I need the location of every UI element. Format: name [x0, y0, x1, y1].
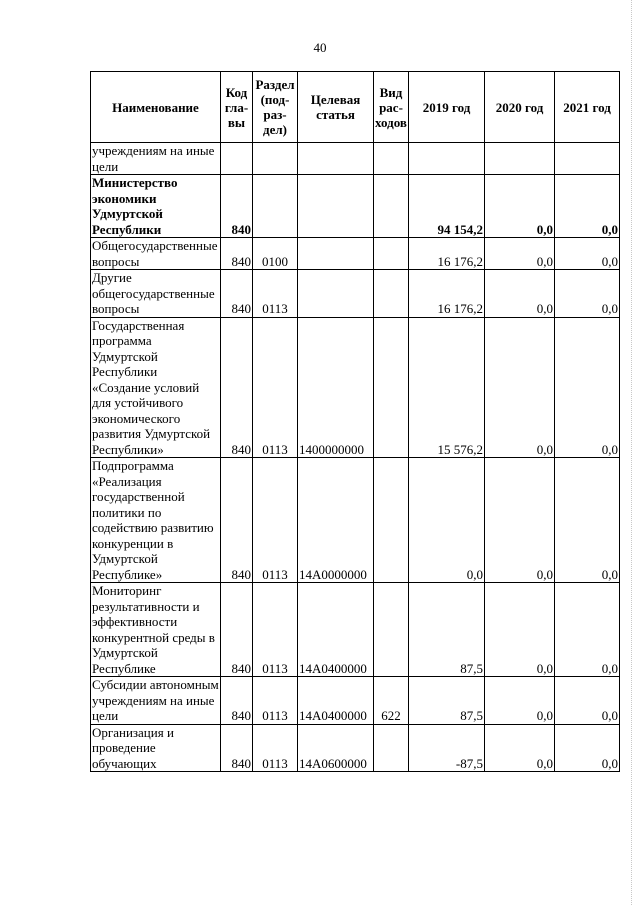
cell-name: Субсидии автономным учреждениям на иные цели [92, 677, 219, 723]
cell-article [298, 238, 374, 270]
cell-type [374, 143, 409, 175]
table-row [91, 677, 620, 725]
header-article: Целевая статья [298, 72, 374, 143]
cell-name: Государственная программа Удмуртской Республики «Создание условий для устойчивого экономического развития Удмуртской Республики» [91, 317, 221, 458]
cell-section: 0113 [253, 583, 298, 677]
cell-type [374, 583, 409, 677]
header-2020: 2020 год [485, 72, 555, 143]
cell-section [253, 143, 298, 175]
cell-code: 840 [221, 677, 253, 725]
cell-code: 840 [221, 724, 253, 772]
cell-name: Организация и проведение обучающих [91, 724, 221, 772]
table-row [91, 724, 620, 772]
cell-name: Другие общегосударственные вопросы [91, 270, 221, 318]
cell-y2020: 0,0 [485, 724, 555, 772]
table-row [91, 175, 620, 238]
cell-y2021: 0,0 [555, 270, 620, 318]
cell-y2021: 0,0 [555, 724, 620, 772]
cell-article [298, 143, 374, 175]
header-type: Вид рас-ходов [374, 72, 409, 143]
header-section: Раздел (под-раз-дел) [253, 72, 298, 143]
budget-table [90, 71, 620, 772]
cell-article [298, 175, 374, 238]
cell-section: 0113 [253, 317, 298, 458]
cell-y2019: -87,5 [409, 724, 485, 772]
cell-article: 14А0400000 [298, 583, 374, 677]
cell-section: 0113 [253, 677, 298, 725]
cell-section: 0100 [253, 238, 298, 270]
cell-y2020: 0,0 [485, 270, 555, 318]
cell-type [374, 724, 409, 772]
header-name: Наименование [91, 72, 221, 143]
cell-type [374, 270, 409, 318]
cell-y2019 [409, 143, 485, 175]
table-row [91, 238, 620, 270]
table-body [91, 143, 620, 772]
cell-section [253, 175, 298, 238]
cell-code: 840 [221, 583, 253, 677]
cell-type [374, 238, 409, 270]
cell-section: 0113 [253, 458, 298, 583]
table-row [91, 458, 620, 583]
cell-name: Министерство экономики Удмуртской Республики [91, 175, 221, 238]
cell-code: 840 [221, 175, 253, 238]
cell-article: 14А0600000 [298, 724, 374, 772]
cell-y2020: 0,0 [485, 458, 555, 583]
cell-y2019: 87,5 [409, 583, 485, 677]
cell-code: 840 [221, 458, 253, 583]
cell-type [374, 175, 409, 238]
cell-y2021 [555, 143, 620, 175]
table-row [91, 317, 620, 458]
cell-code: 840 [221, 317, 253, 458]
cell-y2021: 0,0 [555, 317, 620, 458]
cell-y2021: 0,0 [555, 677, 620, 725]
page-number: 40 [313, 40, 327, 55]
cell-name: Мониторинг результативности и эффективности конкурентной среды в Удмуртской Республике [91, 583, 221, 677]
cell-article: 14А0000000 [298, 458, 374, 583]
cell-section: 0113 [253, 270, 298, 318]
header-2021: 2021 год [555, 72, 620, 143]
cell-y2020: 0,0 [485, 583, 555, 677]
table-row [91, 270, 620, 318]
cell-y2020 [485, 143, 555, 175]
cell-y2020: 0,0 [485, 677, 555, 725]
cell-y2019: 15 576,2 [409, 317, 485, 458]
cell-section: 0113 [253, 724, 298, 772]
cell-type [374, 317, 409, 458]
cell-y2021: 0,0 [555, 238, 620, 270]
cell-y2020: 0,0 [485, 238, 555, 270]
cell-y2019: 87,5 [409, 677, 485, 725]
cell-name: учреждениям на иные цели [91, 143, 221, 175]
cell-article: 1400000000 [298, 317, 374, 458]
table-row [91, 583, 620, 677]
cell-y2021: 0,0 [555, 583, 620, 677]
cell-type [374, 458, 409, 583]
header-2019: 2019 год [409, 72, 485, 143]
cell-code: 840 [221, 238, 253, 270]
cell-code: 840 [221, 270, 253, 318]
page-edge-line [631, 0, 632, 905]
cell-y2019: 0,0 [409, 458, 485, 583]
cell-y2020: 0,0 [485, 317, 555, 458]
cell-y2021: 0,0 [555, 175, 620, 238]
cell-article [298, 270, 374, 318]
header-code: Код гла-вы [221, 72, 253, 143]
cell-y2020: 0,0 [485, 175, 555, 238]
cell-name: Общегосударственные вопросы [91, 238, 221, 270]
cell-y2019: 94 154,2 [409, 175, 485, 238]
cell-y2021: 0,0 [555, 458, 620, 583]
cell-name: Подпрограмма «Реализация государственной политики по содействию развитию конкуренции в Удмуртской Республике» [91, 458, 221, 583]
cell-type: 622 [374, 677, 409, 725]
header-row [91, 72, 620, 143]
cell-y2019: 16 176,2 [409, 270, 485, 318]
cell-code [221, 143, 253, 175]
table-row [91, 143, 620, 175]
cell-article: 14А0400000 [298, 677, 374, 725]
cell-y2019: 16 176,2 [409, 238, 485, 270]
